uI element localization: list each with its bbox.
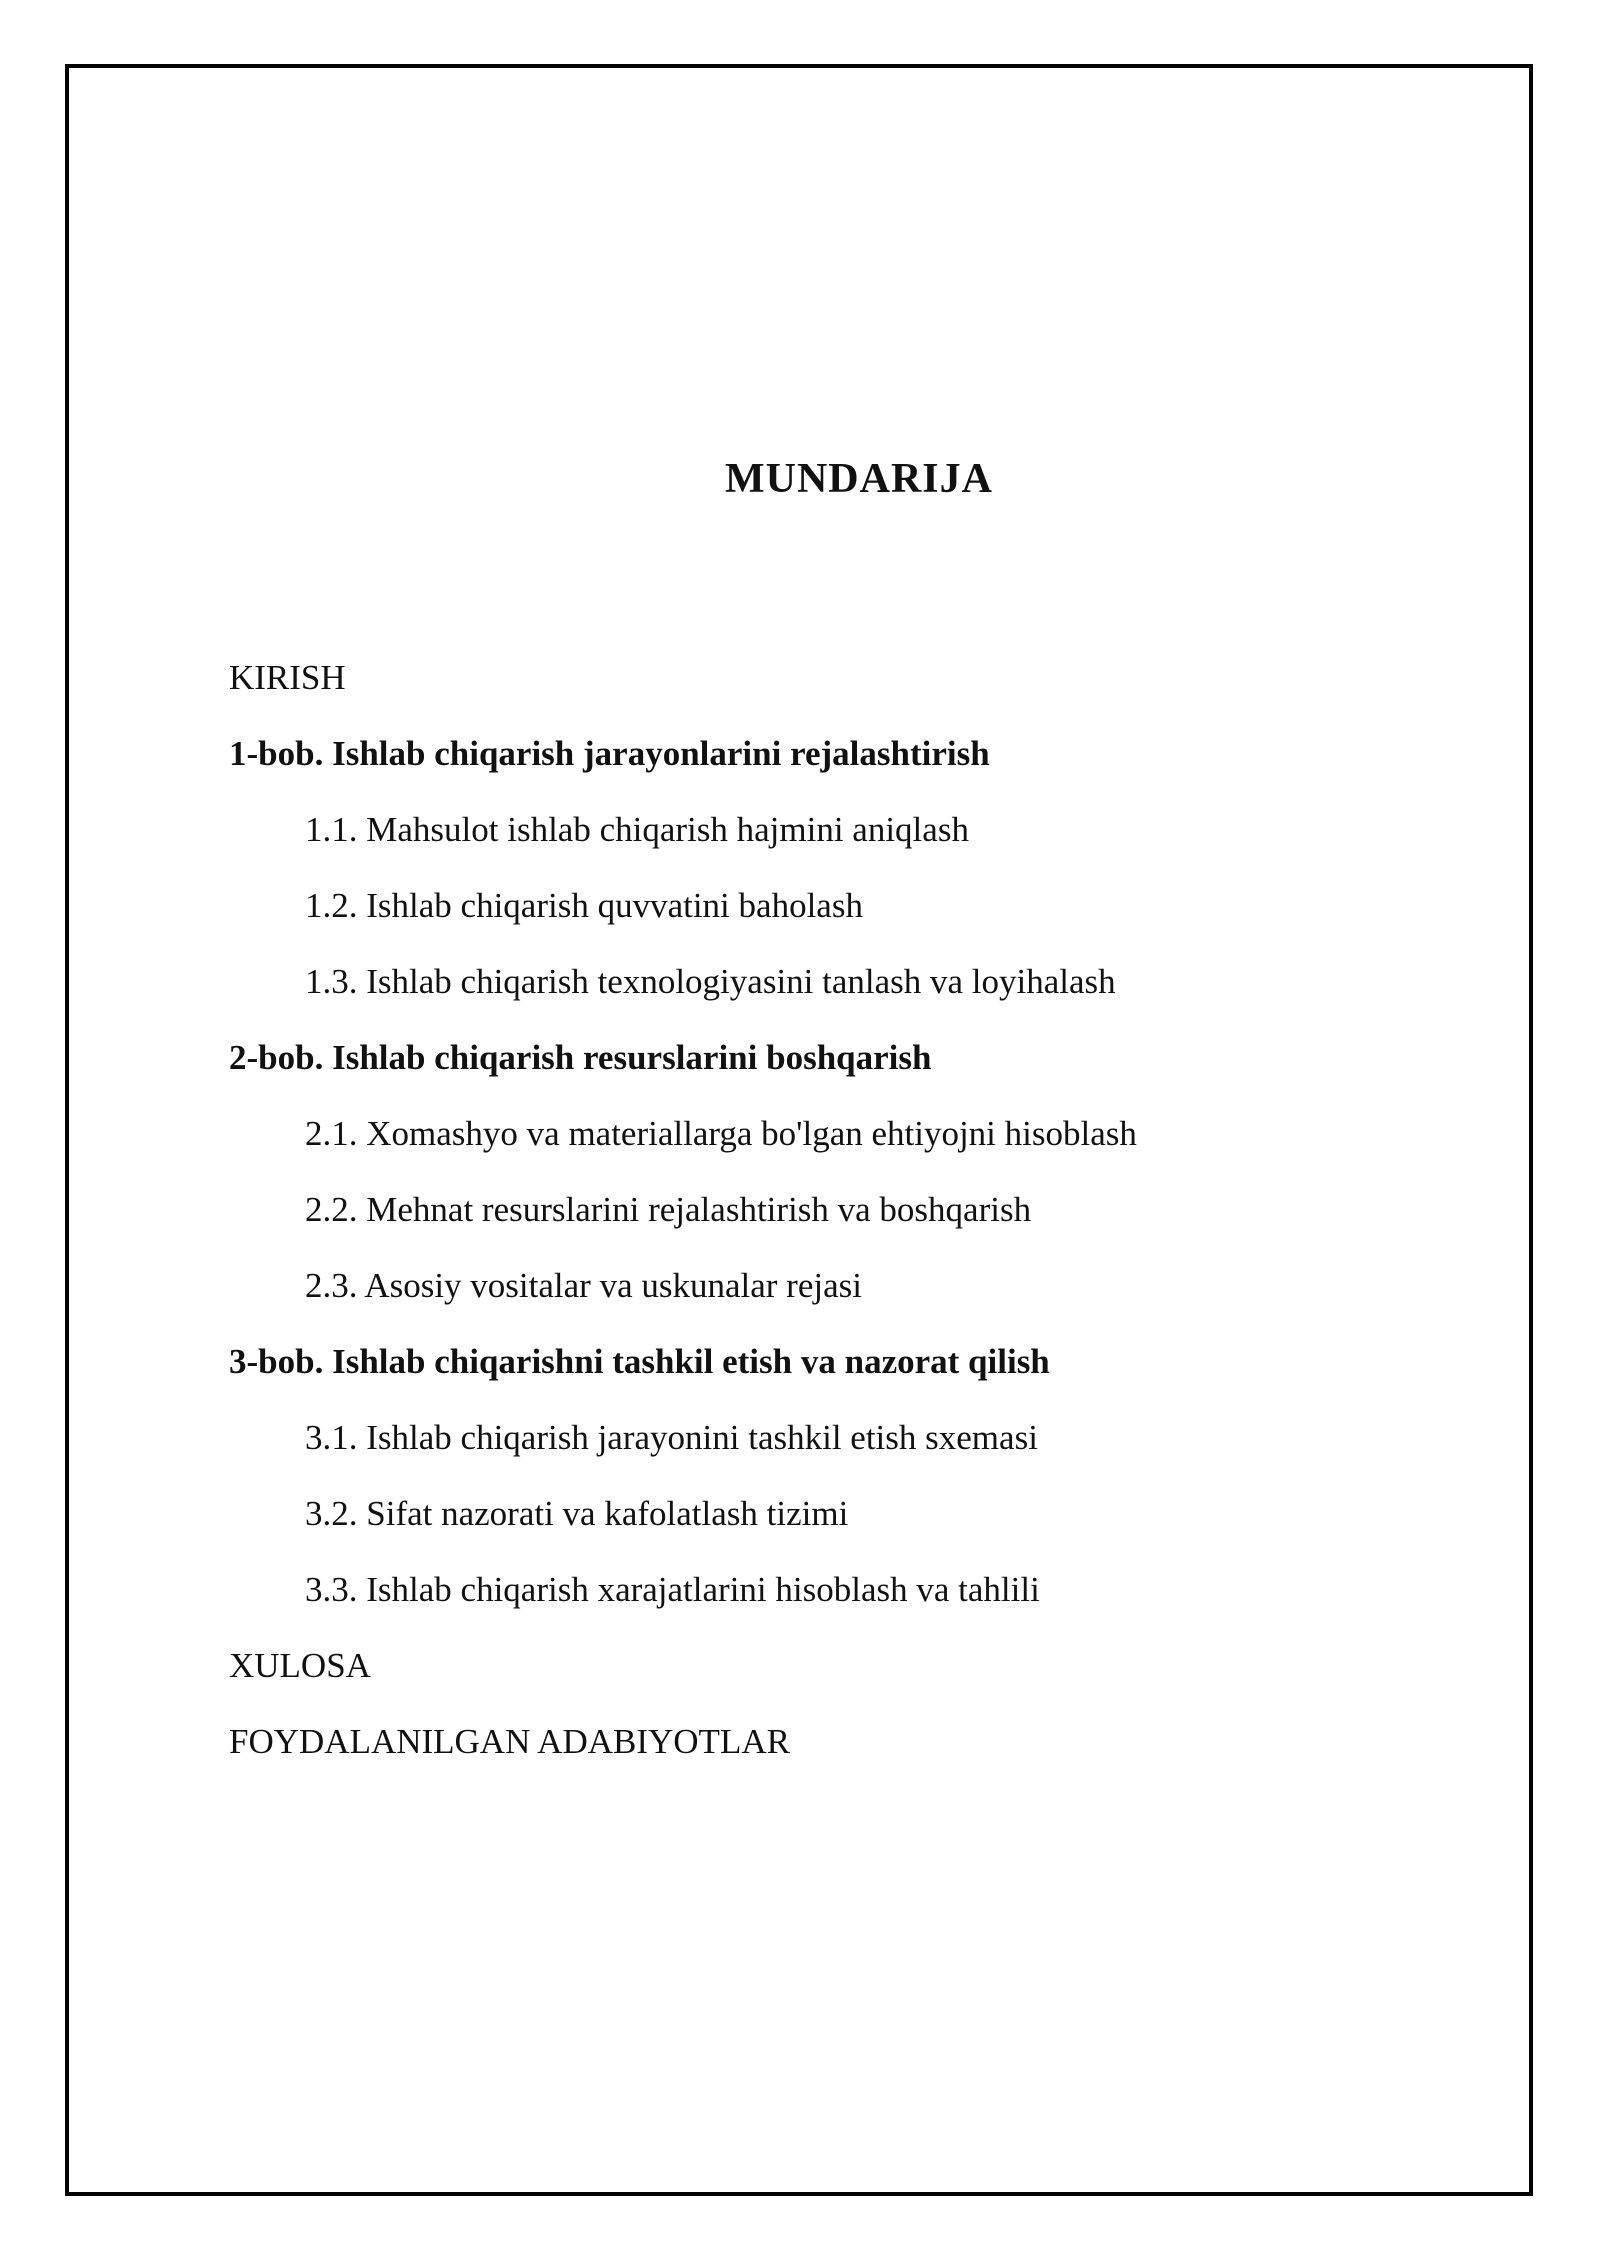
toc-entry-introduction: KIRISH	[229, 658, 346, 697]
toc-list	[229, 640, 1479, 1780]
toc-section-3-2: 3.2. Sifat nazorati va kafolatlash tizimi	[305, 1494, 849, 1533]
toc-section-3-1: 3.1. Ishlab chiqarish jarayonini tashkil etish sxemasi	[305, 1418, 1038, 1457]
toc-entry-conclusion: XULOSA	[229, 1646, 371, 1685]
toc-chapter-3: 3-bob. Ishlab chiqarishni tashkil etish va nazorat qilish	[229, 1342, 1050, 1381]
toc-section-2-1: 2.1. Xomashyo va materiallarga bo'lgan ehtiyojni hisoblash	[305, 1114, 1137, 1153]
toc-chapter-1: 1-bob. Ishlab chiqarish jarayonlarini rejalashtirish	[229, 734, 990, 773]
toc-entry-references: FOYDALANILGAN ADABIYOTLAR	[229, 1722, 790, 1761]
toc-title: MUNDARIJA	[725, 456, 993, 502]
toc-section-1-3: 1.3. Ishlab chiqarish texnologiyasini tanlash va loyihalash	[305, 962, 1116, 1001]
toc-section-1-2: 1.2. Ishlab chiqarish quvvatini baholash	[305, 886, 863, 925]
toc-section-2-2: 2.2. Mehnat resurslarini rejalashtirish va boshqarish	[305, 1190, 1032, 1229]
toc-chapter-2: 2-bob. Ishlab chiqarish resurslarini boshqarish	[229, 1038, 932, 1077]
toc-section-2-3: 2.3. Asosiy vositalar va uskunalar rejasi	[305, 1266, 862, 1305]
toc-section-1-1: 1.1. Mahsulot ishlab chiqarish hajmini aniqlash	[305, 810, 969, 849]
toc-section-3-3: 3.3. Ishlab chiqarish xarajatlarini hisoblash va tahlili	[305, 1570, 1040, 1609]
